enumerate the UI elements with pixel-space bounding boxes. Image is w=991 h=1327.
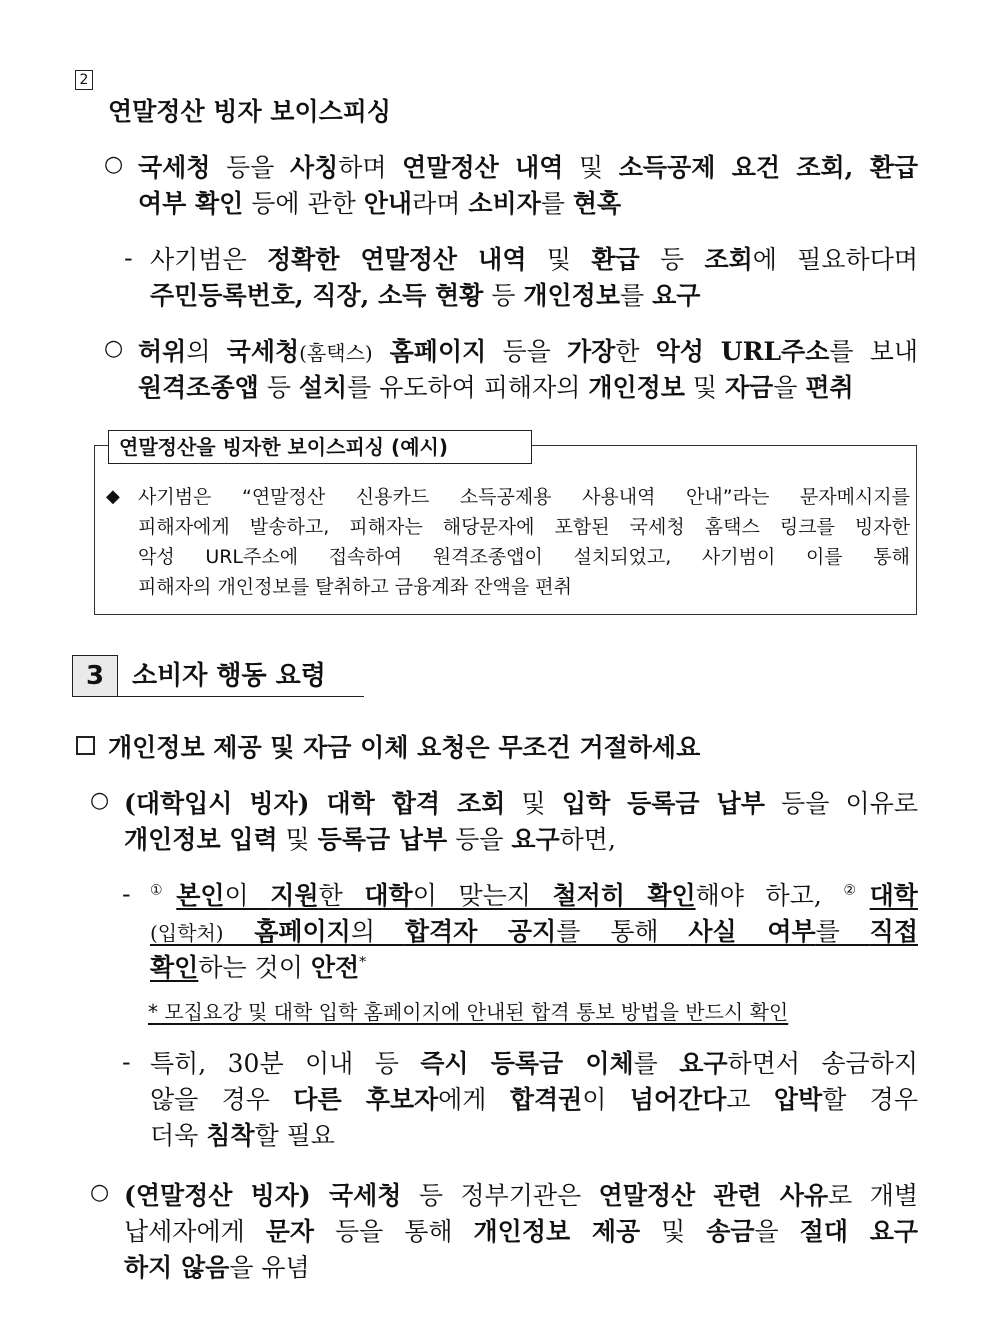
subheading: 개인정보 제공 및 자금 이체 요청은 무조건 거절하세요	[108, 733, 701, 762]
section-number-box: 3	[72, 655, 118, 697]
dash-marker: -	[124, 244, 133, 272]
example-line: 악성 URL주소에 접속하여 원격조종앱이 설치되었고, 사기범이 이를 통해	[138, 546, 910, 568]
diamond-icon: ◆	[106, 486, 120, 507]
paragraph-line: 하지 않음을 유념	[124, 1253, 310, 1282]
section-title: 연말정산 빙자 보이스피싱	[108, 97, 392, 126]
example-line: 피해자의 개인정보를 탈취하고 금융계좌 잔액을 편취	[138, 576, 572, 598]
paragraph-line: 허위의 국세청(홈택스) 홈페이지 등을 가장한 악성 URL주소를 보내	[138, 337, 918, 366]
paragraph-line: 납세자에게 문자 등을 통해 개인정보 제공 및 송금을 절대 요구	[124, 1217, 918, 1246]
paragraph-line: 원격조종앱 등 설치를 유도하여 피해자의 개인정보 및 자금을 편취	[138, 373, 854, 402]
section-number-box: 2	[75, 70, 93, 90]
paragraph-line: (대학입시 빙자) 대학 합격 조회 및 입학 등록금 납부 등을 이유로	[124, 789, 918, 818]
bullet-marker: ○	[104, 336, 124, 361]
footnote: * 모집요강 및 대학 입학 홈페이지에 안내된 합격 통보 방법을 반드시 확인	[148, 1000, 789, 1024]
example-title: 연말정산을 빙자한 보이스피싱 (예시)	[108, 430, 532, 464]
section-title: 소비자 행동 요령	[118, 655, 364, 697]
bullet-marker: ○	[90, 1180, 110, 1205]
paragraph-line: 여부 확인 등에 관한 안내라며 소비자를 현혹	[138, 189, 622, 218]
dash-marker: -	[122, 880, 131, 908]
paragraph-line: ①본인이 지원한 대학이 맞는지 철저히 확인해야 하고, ②대학	[150, 881, 918, 910]
paragraph-line: 확인하는 것이 안전*	[150, 953, 367, 982]
bullet-marker: ○	[104, 152, 124, 177]
paragraph-line: 특히, 30분 이내 등 즉시 등록금 이체를 요구하면서 송금하지	[150, 1049, 918, 1078]
paragraph-line: 개인정보 입력 및 등록금 납부 등을 요구하면,	[124, 825, 616, 854]
paragraph-line: 사기범은 정확한 연말정산 내역 및 환급 등 조회에 필요하다며	[150, 245, 918, 274]
paragraph-line: 더욱 침착할 필요	[150, 1121, 335, 1150]
bullet-marker: ○	[90, 788, 110, 813]
paragraph-line: 않을 경우 다른 후보자에게 합격권이 넘어간다고 압박할 경우	[150, 1085, 918, 1114]
example-line: 피해자에게 발송하고, 피해자는 해당문자에 포함된 국세청 홈택스 링크를 빙자한	[138, 516, 910, 538]
example-line: 사기범은 “연말정산 신용카드 소득공제용 사용내역 안내”라는 문자메시지를	[138, 486, 910, 508]
paragraph-line: (입학처) 홈페이지의 합격자 공지를 통해 사실 여부를 직접	[150, 917, 918, 946]
paragraph-line: (연말정산 빙자) 국세청 등 정부기관은 연말정산 관련 사유로 개별	[124, 1181, 918, 1210]
dash-marker: -	[122, 1048, 131, 1076]
checkbox-square-icon	[76, 736, 95, 755]
paragraph-line: 주민등록번호, 직장, 소득 현황 등 개인정보를 요구	[150, 281, 701, 310]
paragraph-line: 국세청 등을 사칭하며 연말정산 내역 및 소득공제 요건 조회, 환급	[138, 153, 918, 182]
